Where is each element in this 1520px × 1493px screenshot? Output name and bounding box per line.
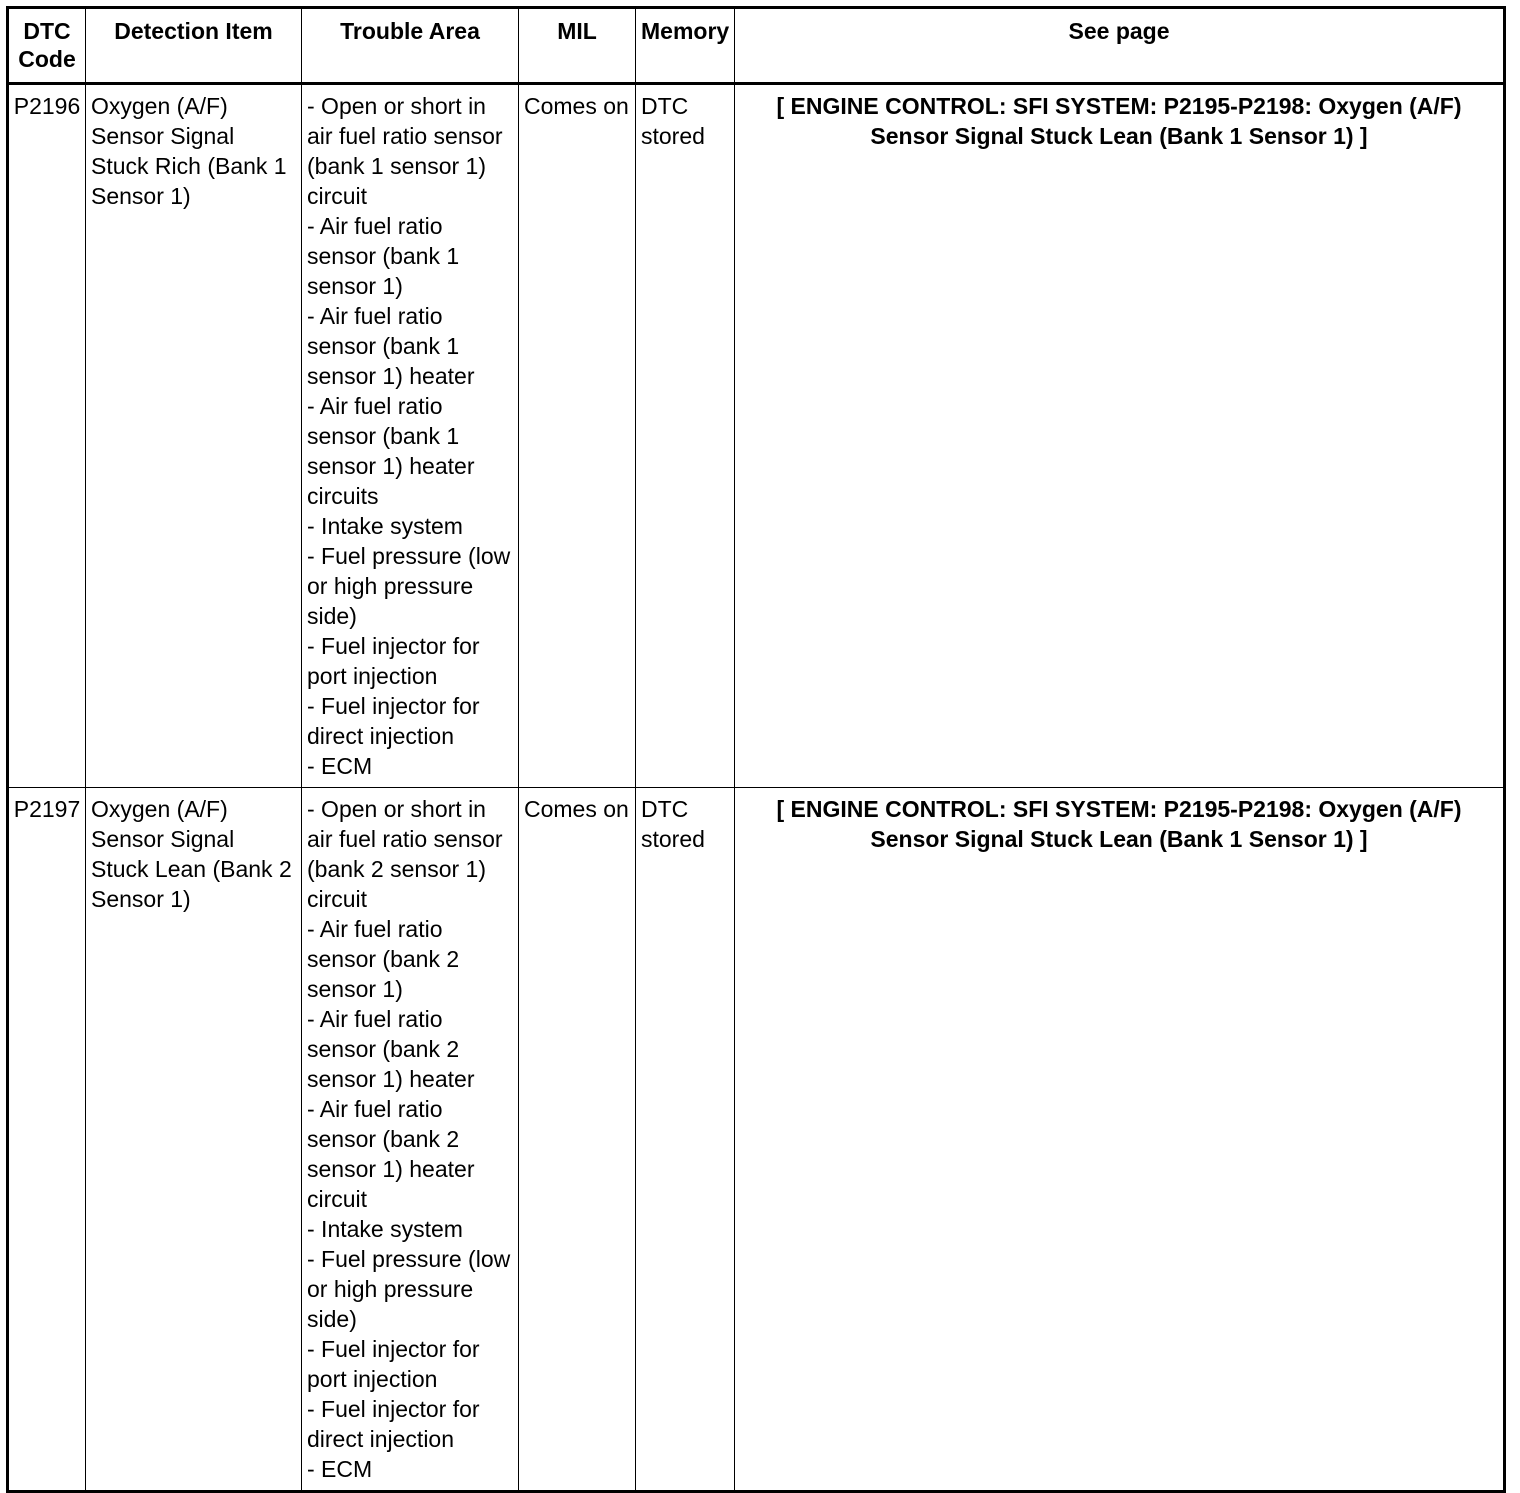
header-see-page: See page [735, 8, 1505, 84]
trouble-area-item: - ECM [307, 753, 373, 779]
dtc-code-cell: P2197 [8, 788, 86, 1492]
trouble-area-item: - Intake system [307, 513, 463, 539]
trouble-area-item: - Air fuel ratio sensor (bank 2 sensor 1) heater [307, 1006, 475, 1092]
trouble-area-item: - Fuel injector for port injection [307, 633, 480, 689]
trouble-area-item: - Open or short in air fuel ratio sensor (bank 1 sensor 1) circuit [307, 93, 503, 209]
memory-cell: DTC stored [636, 84, 735, 788]
trouble-area-item: - Air fuel ratio sensor (bank 1 sensor 1) heater [307, 303, 475, 389]
header-memory: Memory [636, 8, 735, 84]
table-row [8, 788, 1505, 1492]
table-row [8, 84, 1505, 788]
trouble-area-item: - Air fuel ratio sensor (bank 1 sensor 1) [307, 213, 460, 299]
mil-cell: Comes on [519, 84, 636, 788]
header-row [8, 8, 1505, 84]
detection-item-cell: Oxygen (A/F) Sensor Signal Stuck Rich (Bank 1 Sensor 1) [86, 84, 302, 788]
trouble-area-cell [302, 788, 519, 1492]
see-page-link[interactable]: [ ENGINE CONTROL: SFI SYSTEM: P2195-P2198: Oxygen (A/F) Sensor Signal Stuck Lean (Bank 1 Sensor 1) ] [735, 788, 1505, 1492]
trouble-area-item: - Fuel injector for direct injection [307, 1396, 480, 1452]
header-dtc-code: DTC Code [8, 8, 86, 84]
dtc-code-cell: P2196 [8, 84, 86, 788]
header-detection-item: Detection Item [86, 8, 302, 84]
dtc-table [6, 6, 1506, 1493]
trouble-area-item: - Air fuel ratio sensor (bank 2 sensor 1) heater circuit [307, 1096, 475, 1212]
mil-cell: Comes on [519, 788, 636, 1492]
trouble-area-item: - Fuel injector for direct injection [307, 693, 480, 749]
memory-cell: DTC stored [636, 788, 735, 1492]
trouble-area-cell [302, 84, 519, 788]
trouble-area-item: - Fuel pressure (low or high pressure side) [307, 1246, 511, 1332]
trouble-area-item: - Fuel injector for port injection [307, 1336, 480, 1392]
trouble-area-item: - Open or short in air fuel ratio sensor (bank 2 sensor 1) circuit [307, 796, 503, 912]
trouble-area-item: - Air fuel ratio sensor (bank 2 sensor 1) [307, 916, 460, 1002]
trouble-area-item: - Air fuel ratio sensor (bank 1 sensor 1) heater circuits [307, 393, 475, 509]
header-trouble-area: Trouble Area [302, 8, 519, 84]
see-page-link[interactable]: [ ENGINE CONTROL: SFI SYSTEM: P2195-P2198: Oxygen (A/F) Sensor Signal Stuck Lean (Bank 1 Sensor 1) ] [735, 84, 1505, 788]
trouble-area-item: - Fuel pressure (low or high pressure side) [307, 543, 511, 629]
detection-item-cell: Oxygen (A/F) Sensor Signal Stuck Lean (Bank 2 Sensor 1) [86, 788, 302, 1492]
header-mil: MIL [519, 8, 636, 84]
trouble-area-item: - ECM [307, 1456, 373, 1482]
trouble-area-item: - Intake system [307, 1216, 463, 1242]
